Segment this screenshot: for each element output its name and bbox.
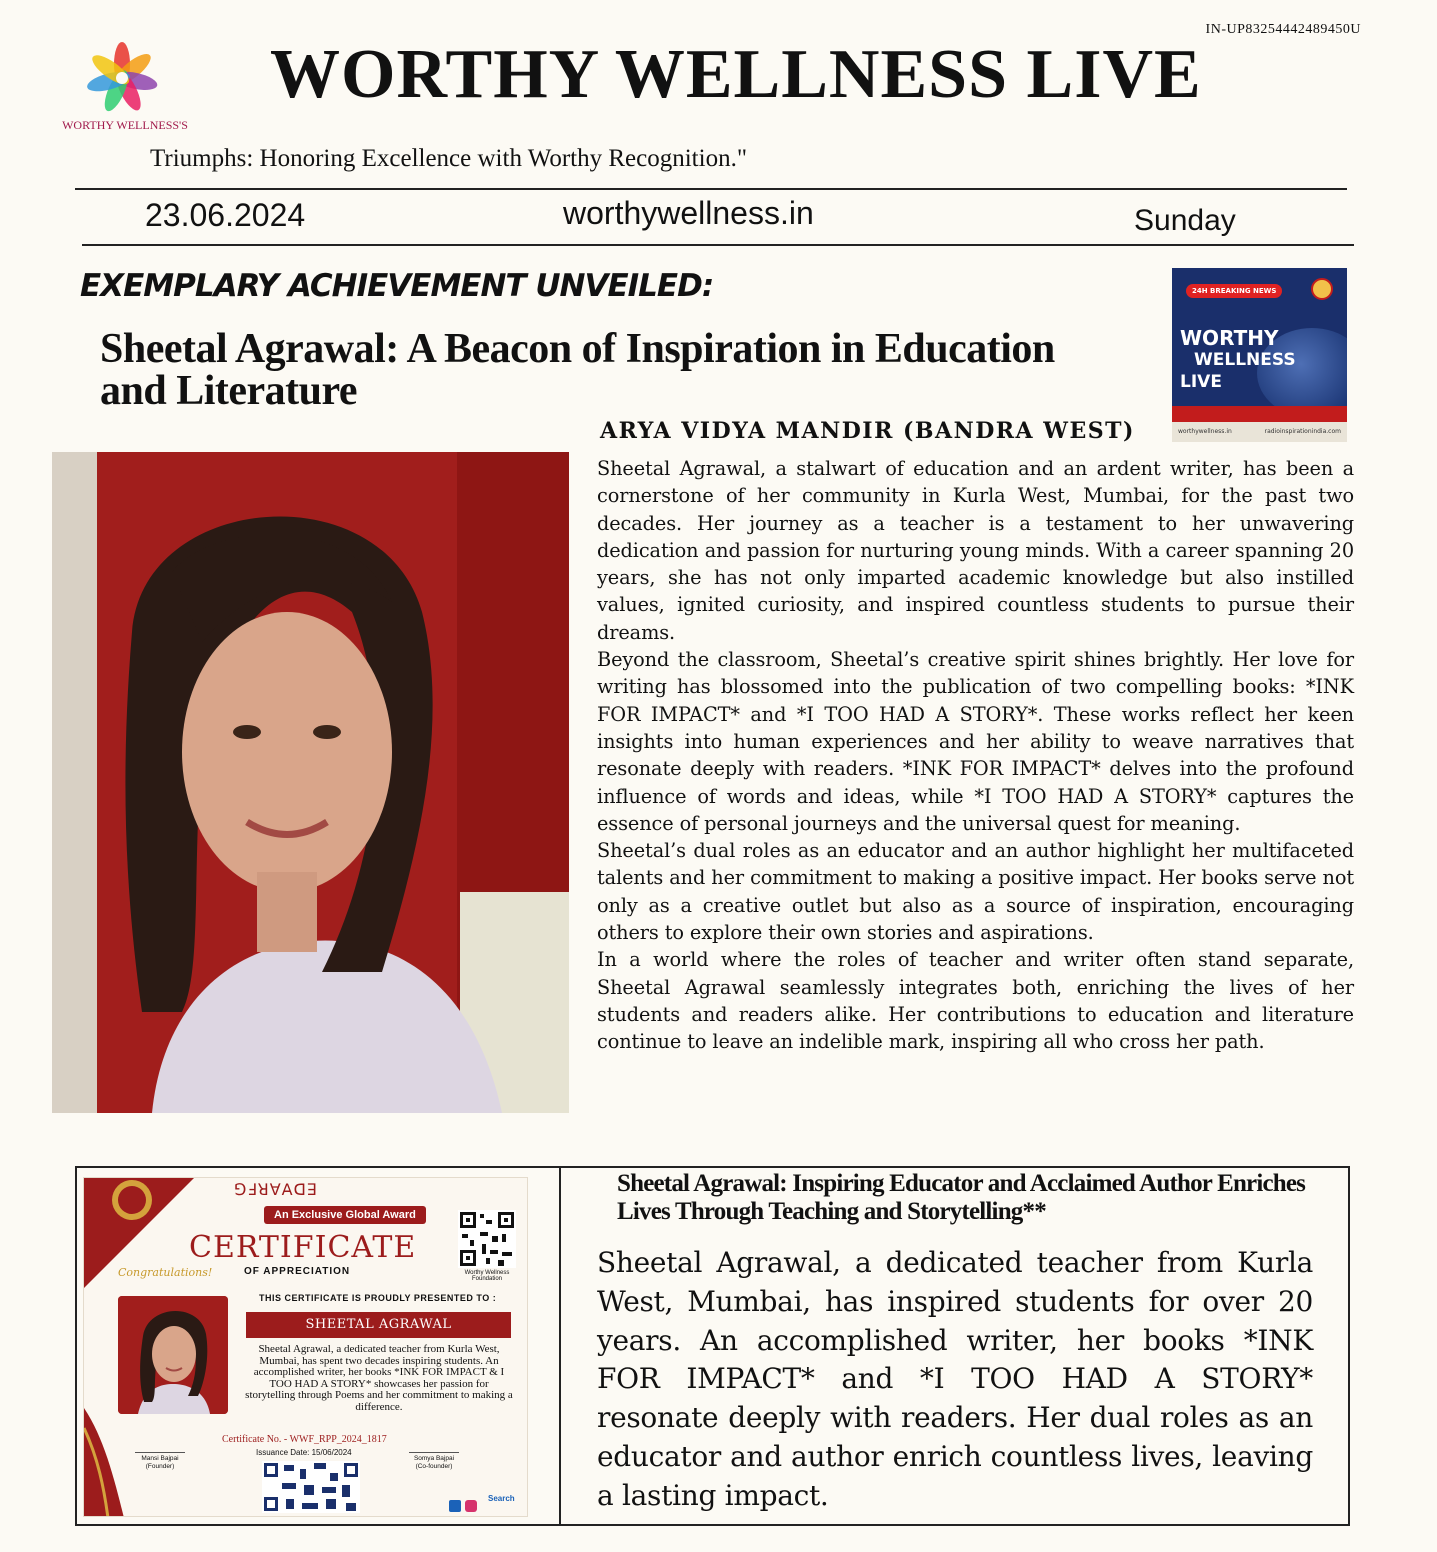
header-rule-bottom — [82, 244, 1354, 246]
badge-footer — [1172, 422, 1347, 442]
certificate-image — [83, 1177, 528, 1517]
breaking-news-badge — [1172, 268, 1347, 442]
qr-code-large-icon — [262, 1461, 360, 1513]
article-paragraph: Sheetal’s dual roles as an educator and an author highlight her multifaceted talents and her commitment to making a positive impact. Her books serve not only as a creative outlet but also as a source of inspiration, encouraging others to explore their own stories and aspirations. — [597, 839, 1354, 945]
badge-line-2: WELLNESS — [1194, 350, 1296, 370]
feature-box-divider — [559, 1166, 561, 1526]
website-link[interactable]: worthywellness.in — [563, 195, 814, 231]
certificate-script-heading: ꓨꓞꓤꓯꓮꓷꓱ — [234, 1180, 318, 1199]
recipient-name: SHEETAL AGRAWAL — [246, 1312, 511, 1338]
tagline: Triumphs: Honoring Excellence with Worthy Recognition." — [150, 145, 748, 172]
award-banner: An Exclusive Global Award — [264, 1206, 426, 1224]
signature-cofounder — [404, 1452, 464, 1471]
congratulations-text: Congratulations! — [118, 1266, 213, 1279]
logo-wordmark: WORTHY WELLNESS'S — [62, 118, 188, 132]
feature-headline: Sheetal Agrawal: Inspiring Educator and Acclaimed Author Enriches Lives Through Teaching and Storytelling** — [617, 1170, 1306, 1225]
badge-ticker-strip — [1172, 406, 1347, 422]
article-kicker: EXEMPLARY ACHIEVEMENT UNVEILED: — [80, 268, 714, 304]
signature-line — [135, 1452, 185, 1453]
article-paragraph: Sheetal Agrawal, a stalwart of education and an ardent writer, has been a cornerstone of her community in Kurla West, Mumbai, for the past two decades. Her journey as a teacher is a testament to her unwavering dedication and passion for nurturing young minds. With a career spanning 20 years, she has not only imparted academic knowledge but also instilled values, ignited curiosity, and inspired countless students to pursue their dreams. — [597, 457, 1354, 644]
header-rule-top — [75, 188, 1347, 190]
school-name: ARYA VIDYA MANDIR (BANDRA WEST) — [600, 418, 1135, 444]
article-paragraph: In a world where the roles of teacher and writer often stand separate, Sheetal Agrawal seamlessly integrates both, enriching the lives of her students and readers alike. Her contributions to education and literature continue to leave an indelible mark, inspiring all who cross her path. — [597, 948, 1354, 1054]
signature-founder — [130, 1452, 190, 1471]
signatory-role: (Founder) — [145, 1463, 175, 1470]
article-headline: Sheetal Agrawal: A Beacon of Inspiration in Education and Literature — [100, 326, 1055, 414]
breaking-news-label: 24H BREAKING NEWS — [1186, 284, 1282, 298]
masthead-title: WORTHY WELLNESS LIVE — [270, 36, 1202, 113]
feature-summary: Sheetal Agrawal, a dedicated teacher from Kurla West, Mumbai, has inspired students for over 20 years. An accomplished writer, her books *INK FOR IMPACT* and *I TOO HAD A STORY* resonate deeply with readers. Her dual roles as an educator and author enrich countless lives, leaving a lasting impact. — [597, 1246, 1313, 1512]
issuance-date: Issuance Date: 15/06/2024 — [256, 1448, 352, 1457]
badge-line-3: LIVE — [1180, 372, 1222, 392]
certificate-title: CERTIFICATE — [189, 1230, 417, 1265]
certificate-number: Certificate No. - WWF_RPP_2024_1817 — [222, 1434, 387, 1445]
signatory-role: (Co-founder) — [415, 1463, 453, 1470]
badge-line-1: WORTHY — [1180, 326, 1279, 350]
portrait-photo — [52, 452, 569, 1113]
certificate-subtitle: OF APPRECIATION — [244, 1266, 351, 1277]
emblem-icon — [1311, 278, 1333, 300]
issue-date: 23.06.2024 — [145, 197, 306, 233]
certificate-description: Sheetal Agrawal, a dedicated teacher from Kurla West, Mumbai, has spent two decades inspiring students. An accomplished writer, her books *INK FOR IMPACT & I TOO HAD A STORY* showcases her passion for storytelling through Poems and her commitment to making a difference. — [245, 1343, 513, 1413]
signature-line — [409, 1452, 459, 1453]
search-label: Search — [488, 1494, 515, 1503]
signatory-name: Mansi Bajpai — [141, 1455, 179, 1462]
document-id: IN-UP83254442489450U — [1205, 22, 1361, 37]
issue-day: Sunday — [1134, 204, 1236, 237]
article-paragraph: Beyond the classroom, Sheetal’s creative spirit shines brightly. Her love for writing has blossomed into the publication of two compelling books: *INK FOR IMPACT* and *I TOO HAD A STORY*. These works reflect her keen insights into human experiences and her ability to weave narratives that resonate deeply with readers. *INK FOR IMPACT* delves into the profound influence of words and ideas, while *I TOO HAD A STORY* captures the essence of personal journeys and the universal quest for meaning. — [597, 648, 1354, 835]
badge-footer-left: worthywellness.in — [1178, 428, 1232, 435]
certificate-portrait — [118, 1296, 228, 1414]
badge-footer-right: radioinspirationindia.com — [1264, 428, 1341, 435]
signatory-name: Somya Bajpai — [413, 1455, 455, 1462]
article-body — [597, 455, 1354, 1056]
presented-to-text: THIS CERTIFICATE IS PROUDLY PRESENTED TO : — [259, 1293, 497, 1303]
social-icons — [449, 1500, 481, 1512]
qr-code-icon — [458, 1210, 516, 1268]
qr-label: Worthy Wellness Foundation — [464, 1270, 510, 1282]
